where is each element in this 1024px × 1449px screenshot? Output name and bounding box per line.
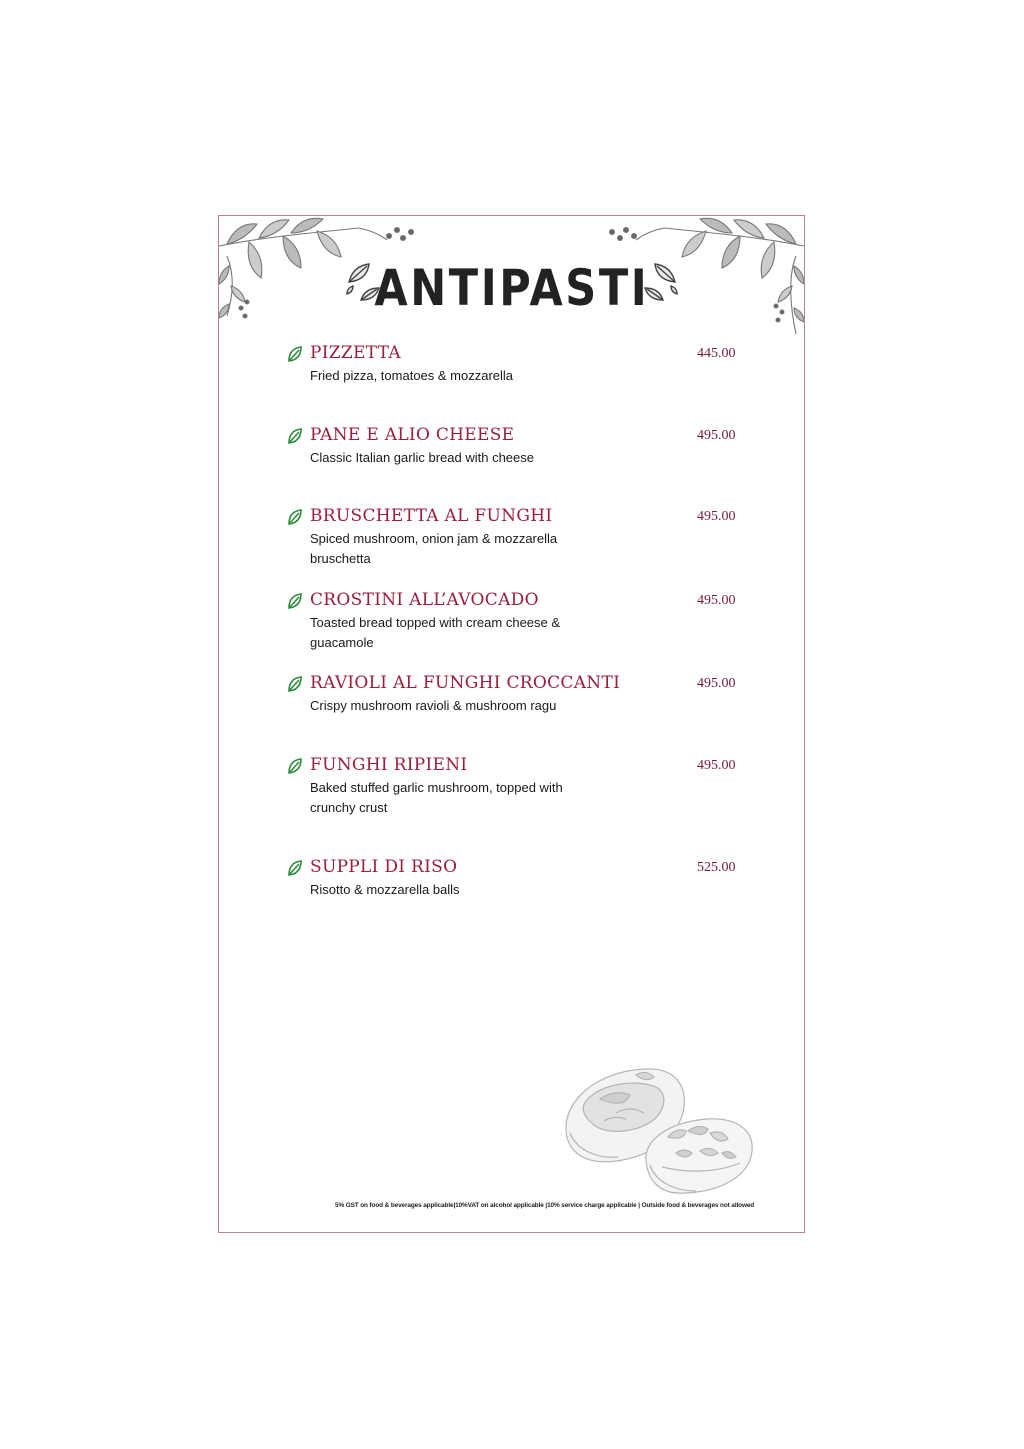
tax-disclaimer: 5% GST on food & beverages applicable|10%VAT on alcohol applicable |10% service charge applicable | Outside food & beverages not allowed — [335, 1202, 755, 1209]
item-name: FUNGHI RIPIENI — [310, 755, 468, 775]
title-block — [219, 258, 804, 328]
item-name: CROSTINI ALL’AVOCADO — [310, 590, 539, 610]
page-title: ANTIPASTI — [374, 259, 649, 317]
bruschetta-illustration — [556, 1061, 766, 1206]
item-price: 495.00 — [697, 593, 736, 608]
item-description: Crispy mushroom ravioli & mushroom ragu — [310, 698, 557, 713]
leaf-icon — [287, 345, 303, 363]
leaf-icon — [287, 675, 303, 693]
item-price: 495.00 — [697, 428, 736, 443]
item-price: 495.00 — [697, 676, 736, 691]
menu-card — [218, 215, 805, 1233]
item-description: Toasted bread topped with cream cheese & guacamole — [310, 615, 561, 650]
item-price: 495.00 — [697, 509, 736, 524]
item-description: Fried pizza, tomatoes & mozzarella — [310, 368, 514, 383]
leaf-icon — [287, 592, 303, 610]
item-price: 495.00 — [697, 758, 736, 773]
item-price: 525.00 — [697, 860, 736, 875]
item-name: SUPPLI DI RISO — [310, 857, 458, 877]
item-description: Baked stuffed garlic mushroom, topped with crunchy crust — [310, 780, 563, 815]
leaf-sketch-icon — [639, 260, 681, 315]
leaf-icon — [287, 859, 303, 877]
item-description: Spiced mushroom, onion jam & mozzarella bruschetta — [310, 531, 558, 566]
item-name: RAVIOLI AL FUNGHI CROCCANTI — [310, 673, 621, 693]
leaf-icon — [287, 508, 303, 526]
item-price: 445.00 — [697, 346, 736, 361]
item-name: PANE E ALIO CHEESE — [310, 425, 515, 445]
leaf-icon — [287, 427, 303, 445]
item-name: PIZZETTA — [310, 343, 401, 363]
item-name: BRUSCHETTA AL FUNGHI — [310, 506, 553, 526]
item-description: Risotto & mozzarella balls — [310, 882, 460, 897]
leaf-icon — [287, 757, 303, 775]
item-description: Classic Italian garlic bread with cheese — [310, 450, 534, 465]
